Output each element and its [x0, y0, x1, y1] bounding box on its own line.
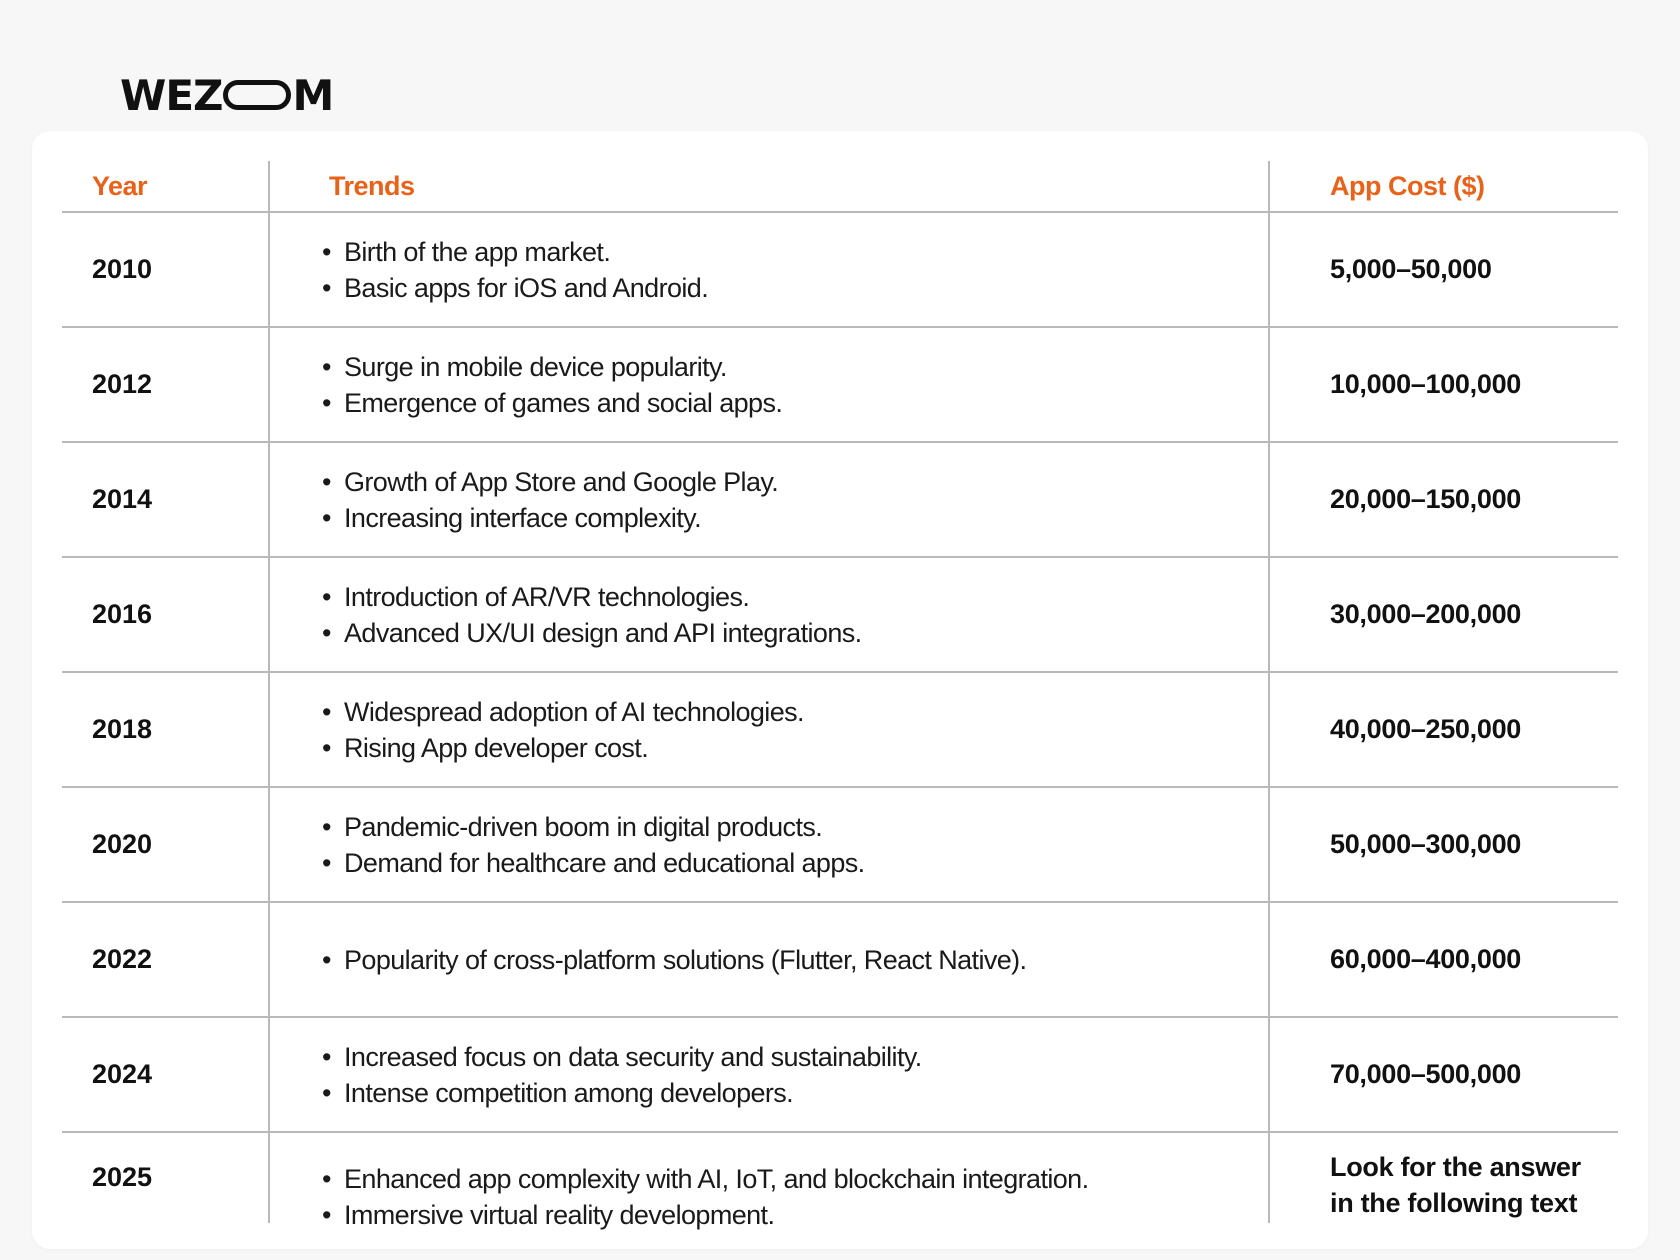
logo-text-left: WEZ — [120, 70, 223, 120]
table-row — [62, 328, 1618, 443]
trend-text: Basic apps for iOS and Android. — [344, 272, 709, 303]
trend-item — [312, 845, 1272, 881]
bullet-icon: • — [322, 944, 331, 975]
bullet-icon: • — [322, 1041, 331, 1072]
trend-item — [312, 1161, 1272, 1197]
logo-oo-mark — [223, 80, 291, 110]
trend-text: Introduction of AR/VR technologies. — [344, 581, 750, 612]
trend-item — [312, 234, 1272, 270]
row-trends — [312, 788, 1272, 901]
trend-text: Growth of App Store and Google Play. — [344, 466, 779, 497]
trend-text: Pandemic-driven boom in digital products. — [344, 811, 823, 842]
trend-text: Increased focus on data security and sustainability. — [344, 1041, 922, 1072]
table-row — [62, 213, 1618, 328]
table-row — [62, 1018, 1618, 1133]
table-header — [62, 161, 1618, 213]
bullet-icon: • — [322, 1077, 331, 1108]
header-cost: App Cost ($) — [1330, 170, 1485, 201]
trend-item — [312, 579, 1272, 615]
row-cost: 30,000–200,000 — [1330, 599, 1521, 629]
table-row — [62, 788, 1618, 903]
trend-item — [312, 385, 1272, 421]
bullet-icon: • — [322, 617, 331, 648]
table-row — [62, 903, 1618, 1018]
bullet-icon: • — [322, 387, 331, 418]
cost-table-card — [32, 131, 1648, 1249]
row-year: 2025 — [92, 1161, 153, 1192]
trend-text: Rising App developer cost. — [344, 732, 649, 763]
bullet-icon: • — [322, 811, 331, 842]
row-year: 2018 — [92, 714, 153, 744]
bullet-icon: • — [322, 351, 331, 382]
trend-text: Immersive virtual reality development. — [344, 1200, 775, 1230]
bullet-icon: • — [322, 847, 331, 878]
trend-item — [312, 500, 1272, 536]
row-year: 2022 — [92, 944, 153, 974]
bullet-icon: • — [322, 1200, 331, 1230]
row-trends — [312, 328, 1272, 441]
row-year: 2014 — [92, 484, 153, 514]
row-year: 2016 — [92, 599, 153, 629]
bullet-icon: • — [322, 1164, 331, 1194]
table-row — [62, 558, 1618, 673]
bullet-icon: • — [322, 581, 331, 612]
trend-text: Advanced UX/UI design and API integrations. — [344, 617, 862, 648]
trend-text: Surge in mobile device popularity. — [344, 351, 727, 382]
trend-text: Increasing interface complexity. — [344, 502, 701, 533]
bullet-icon: • — [322, 732, 331, 763]
trend-text: Emergence of games and social apps. — [344, 387, 783, 418]
trend-text: Demand for healthcare and educational apps. — [344, 847, 865, 878]
logo-text-right: M — [292, 70, 334, 120]
trend-text: Popularity of cross-platform solutions (Flutter, React Native). — [344, 944, 1027, 975]
trend-text: Intense competition among developers. — [344, 1077, 794, 1108]
trend-text: Widespread adoption of AI technologies. — [344, 696, 804, 727]
row-cost: Look for the answer in the following text — [1330, 1152, 1581, 1218]
row-trends — [312, 443, 1272, 556]
trend-item — [312, 694, 1272, 730]
row-trends — [312, 1018, 1272, 1131]
trend-item — [312, 1197, 1272, 1233]
row-trends — [312, 213, 1272, 326]
row-trends — [312, 903, 1272, 1016]
row-cost: 5,000–50,000 — [1330, 254, 1492, 284]
header-trends: Trends — [329, 170, 415, 201]
bullet-icon: • — [322, 236, 331, 267]
row-cost: 20,000–150,000 — [1330, 484, 1521, 514]
row-year: 2024 — [92, 1059, 153, 1089]
bullet-icon: • — [322, 696, 331, 727]
table-body — [62, 213, 1618, 1230]
trend-item — [312, 942, 1272, 978]
row-cost: 70,000–500,000 — [1330, 1059, 1521, 1089]
trend-text: Enhanced app complexity with AI, IoT, and blockchain integration. — [344, 1164, 1089, 1194]
row-cost: 60,000–400,000 — [1330, 944, 1521, 974]
trend-item — [312, 464, 1272, 500]
row-trends — [312, 673, 1272, 786]
trend-item — [312, 730, 1272, 766]
trend-item — [312, 809, 1272, 845]
row-year: 2020 — [92, 829, 153, 859]
table-row — [62, 443, 1618, 558]
wezom-logo — [120, 70, 334, 120]
trend-text: Birth of the app market. — [344, 236, 611, 267]
bullet-icon: • — [322, 272, 331, 303]
row-trends — [312, 558, 1272, 671]
trend-item — [312, 270, 1272, 306]
bullet-icon: • — [322, 502, 331, 533]
app-cost-table — [62, 161, 1618, 1230]
row-trends — [312, 1133, 1272, 1230]
row-cost: 50,000–300,000 — [1330, 829, 1521, 859]
row-cost: 40,000–250,000 — [1330, 714, 1521, 744]
row-cost: 10,000–100,000 — [1330, 369, 1521, 399]
row-year: 2010 — [92, 254, 153, 284]
trend-item — [312, 349, 1272, 385]
trend-item — [312, 1039, 1272, 1075]
header-year: Year — [92, 170, 148, 201]
trend-item — [312, 1075, 1272, 1111]
trend-item — [312, 615, 1272, 651]
table-row — [62, 673, 1618, 788]
bullet-icon: • — [322, 466, 331, 497]
row-year: 2012 — [92, 369, 153, 399]
table-row — [62, 1133, 1618, 1230]
